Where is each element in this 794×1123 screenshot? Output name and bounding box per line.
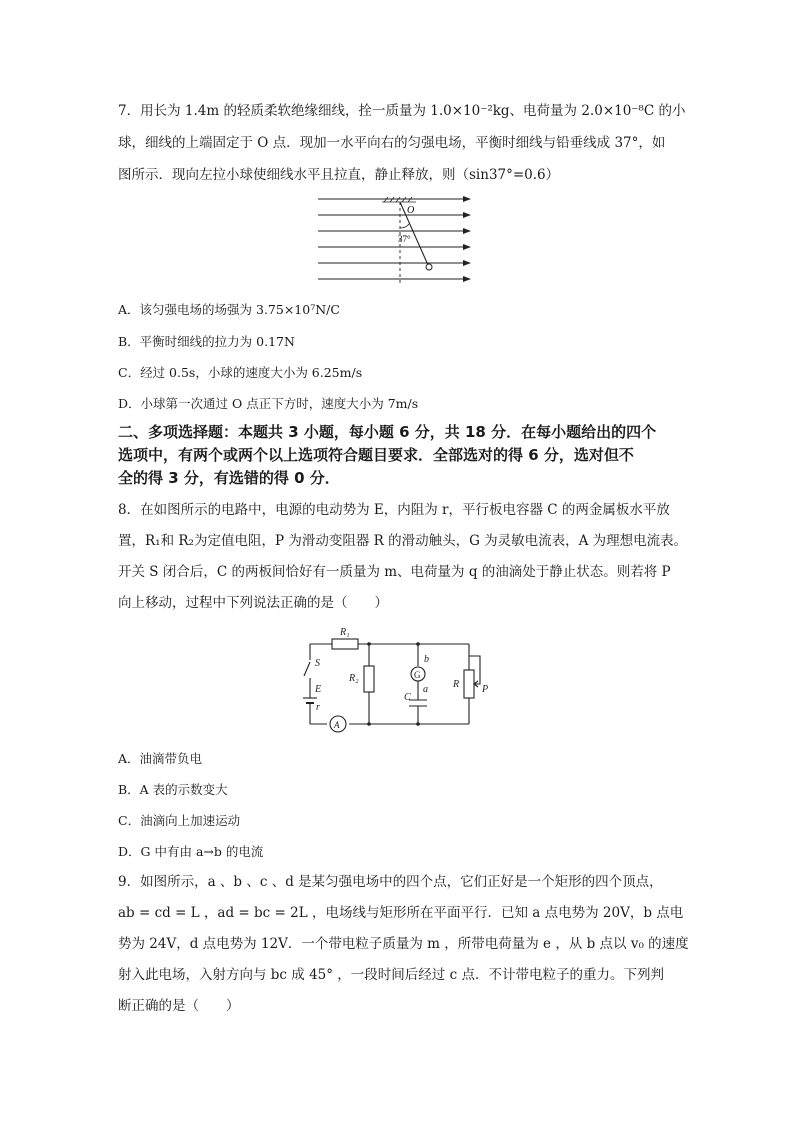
q7-stem-line-1: 7．用长为 1.4m 的轻质柔软绝缘细线，拴一质量为 1.0×10⁻²kg、电荷量为 2.0×10⁻⁸C 的小: [118, 103, 686, 119]
q8-stem-line-1: 8．在如图所示的电路中，电源的电动势为 E，内阻为 r，平行板电容器 C 的两金属板水平放: [118, 502, 670, 518]
q8-option-b: B．A 表的示数变大: [118, 782, 228, 797]
angle-arc: [400, 224, 409, 228]
junction-dot: [367, 642, 371, 646]
q9-stem-line-5: 断正确的是（ ）: [118, 998, 240, 1014]
q7-stem-line-3: 图所示．现向左拉小球使细线水平且拉直，静止释放，则（sin37°=0.6）: [118, 167, 560, 183]
q8-stem-line-4: 向上移动，过程中下列说法正确的是（ ）: [118, 595, 388, 611]
resistor-r1: [332, 639, 358, 649]
q7-figure-electric-field: [312, 190, 474, 294]
q7-option-a: A．该匀强电场的场强为 3.75×10⁷N/C: [118, 302, 340, 317]
field-lines: [318, 199, 470, 279]
label-ammeter: A: [334, 720, 340, 730]
charged-ball: [426, 264, 432, 270]
label-point-o: O: [407, 205, 415, 216]
junction-dot: [367, 722, 371, 726]
section-2-heading-line-1: 二、多项选择题：本题共 3 小题，每小题 6 分，共 18 分．在每小题给出的四个: [118, 423, 657, 441]
q8-stem-line-2: 置，R₁和 R₂为定值电阻，P 为滑动变阻器 R 的滑动触头，G 为灵敏电流表，A 为理想电流表。: [118, 533, 688, 549]
section-2-heading-line-2: 选项中，有两个或两个以上选项符合题目要求．全部选对的得 6 分，选对但不: [118, 446, 634, 464]
q7-stem-line-2: 球，细线的上端固定于 O 点．现加一水平向右的匀强电场，平衡时细线与铅垂线成 37°，如: [118, 135, 666, 151]
q8-stem-line-3: 开关 S 闭合后，C 的两板间恰好有一质量为 m、电荷量为 q 的油滴处于静止状态。则若将 P: [118, 564, 671, 580]
q7-option-d: D．小球第一次通过 O 点正下方时，速度大小为 7m/s: [118, 396, 419, 411]
label-r2: R₂: [349, 673, 359, 684]
label-a: a: [423, 684, 428, 695]
label-r-internal: r: [316, 702, 320, 713]
q8-option-a: A．油滴带负电: [118, 751, 203, 766]
label-angle: 37°: [398, 234, 411, 244]
label-c: C: [404, 692, 411, 703]
junction-dot: [416, 642, 420, 646]
q9-stem-line-3: 势为 24V，d 点电势为 12V．一个带电粒子质量为 m ，所带电荷量为 e ，从 b 点以 v₀ 的速度: [118, 936, 689, 952]
rheostat-r: [464, 670, 474, 698]
q8-circuit-diagram: [296, 624, 506, 736]
label-e: E: [315, 684, 322, 695]
label-r1: R₁: [340, 627, 350, 638]
label-p: P: [482, 684, 489, 695]
q9-stem-line-4: 射入此电场，入射方向与 bc 成 45° ，一段时间后经过 c 点．不计带电粒子的重力。下列判: [118, 967, 664, 983]
junction-dot: [416, 722, 420, 726]
q7-option-b: B．平衡时细线的拉力为 0.17N: [118, 334, 295, 349]
section-2-heading-line-3: 全的得 3 分，有选错的得 0 分．: [118, 469, 340, 487]
q9-stem-line-1: 9．如图所示，a 、b 、c 、d 是某匀强电场中的四个点，它们正好是一个矩形的四个顶点，: [118, 874, 663, 890]
q8-option-c: C．油滴向上加速运动: [118, 813, 241, 828]
label-s: S: [315, 658, 320, 669]
q7-option-c: C．经过 0.5s，小球的速度大小为 6.25m/s: [118, 365, 363, 380]
q8-option-d: D．G 中有由 a→b 的电流: [118, 844, 264, 859]
resistor-r2: [364, 666, 374, 692]
label-g: G: [414, 670, 421, 680]
switch-s: [304, 662, 310, 676]
label-b: b: [424, 654, 429, 665]
q9-stem-line-2: ab = cd = L ，ad = bc = 2L ，电场线与矩形所在平面平行．已知 a 点电势为 20V，b 点电: [118, 905, 684, 921]
label-r: R: [453, 679, 460, 690]
